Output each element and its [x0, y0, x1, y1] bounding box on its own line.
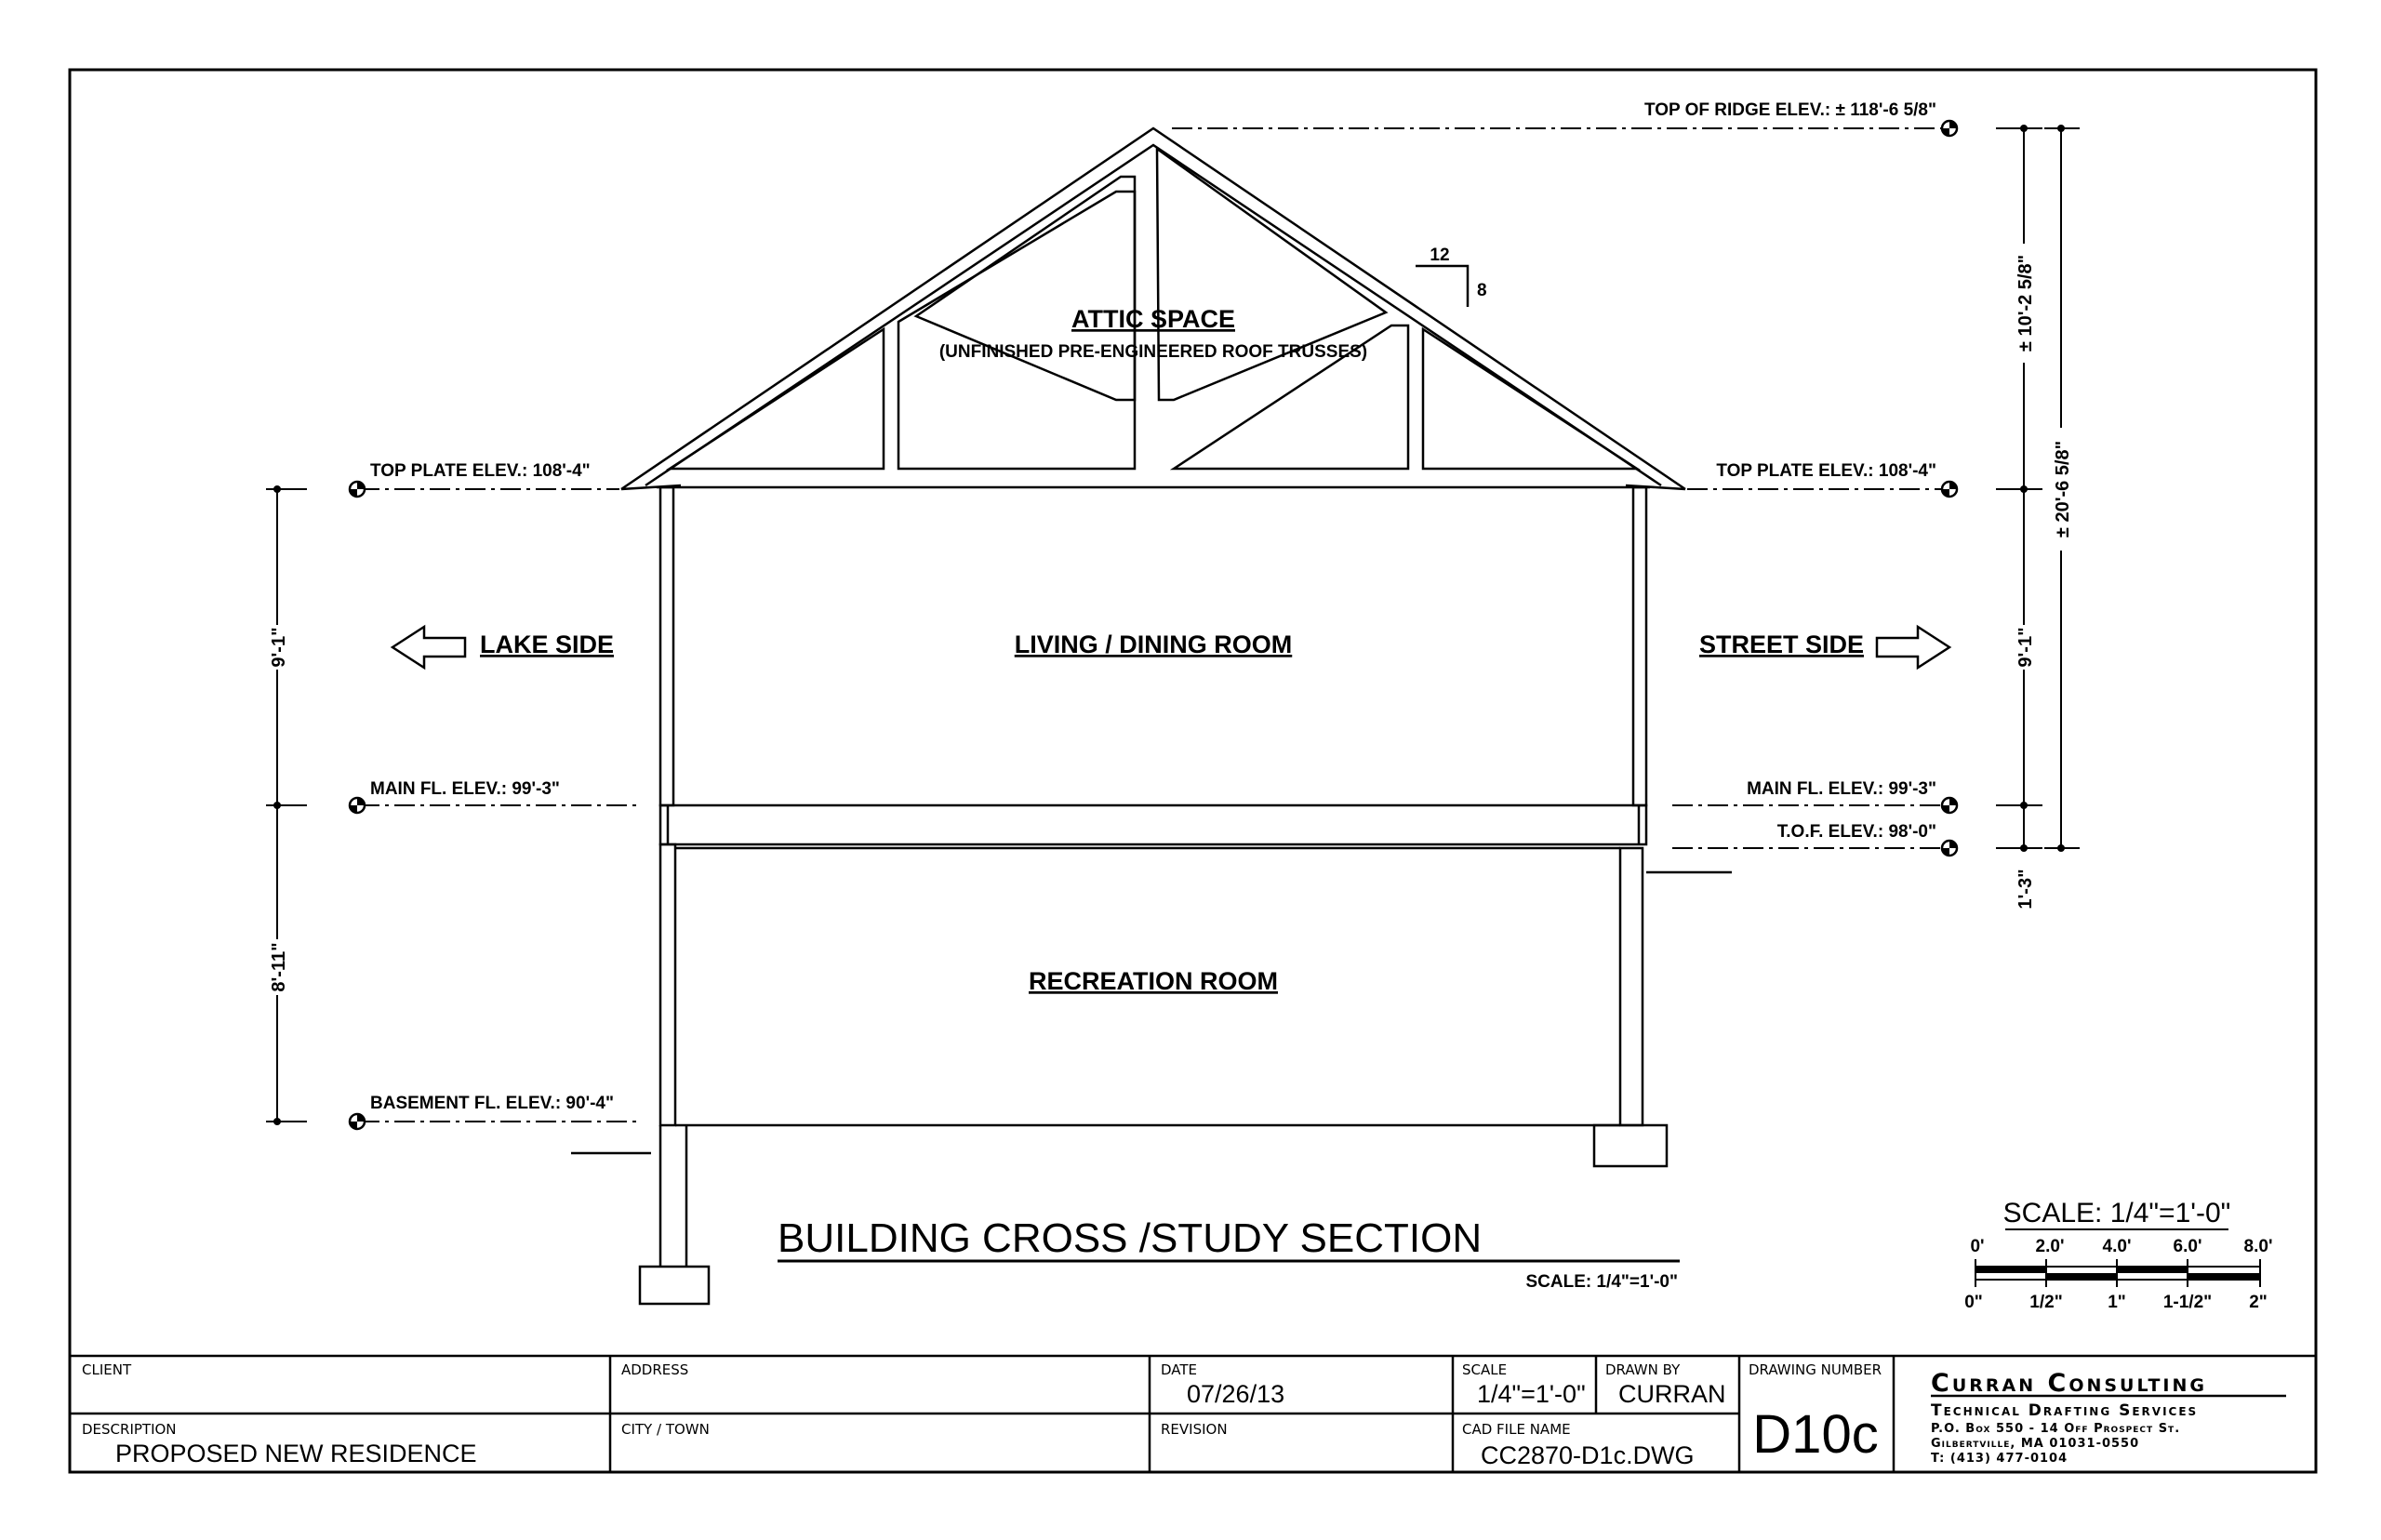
company-address2: Gilbertville, MA 01031-0550 [1931, 1437, 2140, 1451]
scale-inch-label: 1-1/2" [2162, 1293, 2213, 1312]
scale-value: 1/4"=1'-0" [1477, 1380, 1586, 1408]
truss-panel [670, 329, 884, 469]
company-phone: T: (413) 477-0104 [1931, 1452, 2068, 1466]
living-room-label: LIVING / DINING ROOM [1014, 631, 1293, 658]
client-label: CLIENT [82, 1361, 132, 1378]
city-label: CITY / TOWN [621, 1421, 710, 1438]
main-floor-elevation-left: MAIN FL. ELEV.: 99'-3" [370, 779, 560, 799]
description-value: PROPOSED NEW RESIDENCE [115, 1440, 477, 1467]
top-plate-marker-left [350, 482, 365, 497]
truss-panel [1423, 329, 1637, 469]
basement-marker-left [350, 1114, 365, 1129]
tof-marker-right [1942, 841, 1957, 856]
attic-note: (UNFINISHED PRE-ENGINEERED ROOF TRUSSES) [938, 342, 1368, 362]
drawing-title-scale: SCALE: 1/4"=1'-0" [1525, 1272, 1678, 1292]
dim-roof-height: ± 10'-2 5/8" [2015, 254, 2036, 352]
truss-panel [916, 177, 1135, 400]
cad-file-value: CC2870-D1c.DWG [1481, 1441, 1695, 1469]
scale-inch-label: 1" [2108, 1293, 2126, 1312]
drawing-title: BUILDING CROSS /STUDY SECTION [778, 1215, 1483, 1261]
scale-feet-label: 4.0' [2102, 1237, 2132, 1256]
scale-feet-label: 0' [1970, 1237, 1985, 1256]
drawn-by-label: DRAWN BY [1605, 1361, 1681, 1378]
dim-upper-story-left: 9'-1" [269, 627, 289, 668]
ridge-marker [1942, 121, 1957, 136]
truss-panel [1157, 149, 1386, 400]
footing-left [640, 1267, 709, 1304]
company-name: Curran Consulting [1931, 1369, 2207, 1398]
top-plate-elevation-left: TOP PLATE ELEV.: 108'-4" [370, 461, 591, 481]
company-address1: P.O. Box 550 - 14 Off Prospect St. [1931, 1422, 2181, 1436]
basement-floor-elevation: BASEMENT FL. ELEV.: 90'-4" [370, 1094, 614, 1113]
scale-feet-label: 8.0' [2243, 1237, 2273, 1256]
street-side-label: STREET SIDE [1698, 631, 1864, 658]
floor-framing [660, 805, 1646, 844]
footing-right [1594, 1125, 1667, 1166]
pitch-rise: 8 [1477, 281, 1487, 300]
foundation-wall-right [1620, 848, 1643, 1125]
cad-file-label: CAD FILE NAME [1462, 1421, 1571, 1438]
company-tagline: Technical Drafting Services [1931, 1401, 2199, 1420]
drawing-number-value: D10c [1752, 1404, 1879, 1465]
dim-overall-height: ± 20'-6 5/8" [2053, 440, 2073, 538]
description-label: DESCRIPTION [82, 1421, 177, 1438]
main-fl-marker-left [350, 798, 365, 813]
main-fl-marker-right [1942, 798, 1957, 813]
dim-foundation-exposure: 1'-3" [2015, 869, 2036, 909]
scale-inch-label: 1/2" [2029, 1293, 2063, 1312]
address-label: ADDRESS [621, 1361, 689, 1378]
scale-bar [1964, 1198, 2272, 1312]
basement-wall-left [660, 844, 675, 1125]
drawn-by-value: CURRAN [1618, 1380, 1726, 1408]
scale-label: SCALE [1462, 1361, 1508, 1378]
street-side-arrow [1699, 627, 1949, 668]
drawing-number-label: DRAWING NUMBER [1749, 1361, 1882, 1378]
lake-side-arrow [392, 627, 614, 668]
upper-wall-left [660, 487, 673, 805]
recreation-room-label: RECREATION ROOM [1029, 967, 1278, 995]
dim-upper-story-right: 9'-1" [2015, 627, 2036, 668]
scale-feet-label: 6.0' [2173, 1237, 2202, 1256]
pitch-run: 12 [1430, 246, 1450, 265]
scale-inch-label: 0" [1964, 1293, 1983, 1312]
scale-feet-label: 2.0' [2035, 1237, 2065, 1256]
main-floor-elevation-right: MAIN FL. ELEV.: 99'-3" [1747, 779, 1936, 799]
date-value: 07/26/13 [1187, 1380, 1285, 1408]
date-label: DATE [1161, 1361, 1198, 1378]
tof-elevation: T.O.F. ELEV.: 98'-0" [1776, 822, 1936, 842]
scale-bar-title: SCALE: 1/4"=1'-0" [2002, 1198, 2231, 1228]
top-plate-elevation-right: TOP PLATE ELEV.: 108'-4" [1716, 461, 1936, 481]
company-block [1931, 1369, 2286, 1466]
attic-label: ATTIC SPACE [1071, 305, 1236, 333]
scale-inch-label: 2" [2249, 1293, 2268, 1312]
roof-pitch-symbol [1416, 246, 1487, 307]
lake-side-label: LAKE SIDE [480, 631, 615, 658]
revision-label: REVISION [1161, 1421, 1228, 1438]
dim-lower-story: 8'-11" [269, 942, 289, 992]
ridge-elevation: TOP OF RIDGE ELEV.: ± 118'-6 5/8" [1643, 100, 1936, 120]
top-plate-marker-right [1942, 482, 1957, 497]
upper-wall-right [1633, 487, 1646, 805]
